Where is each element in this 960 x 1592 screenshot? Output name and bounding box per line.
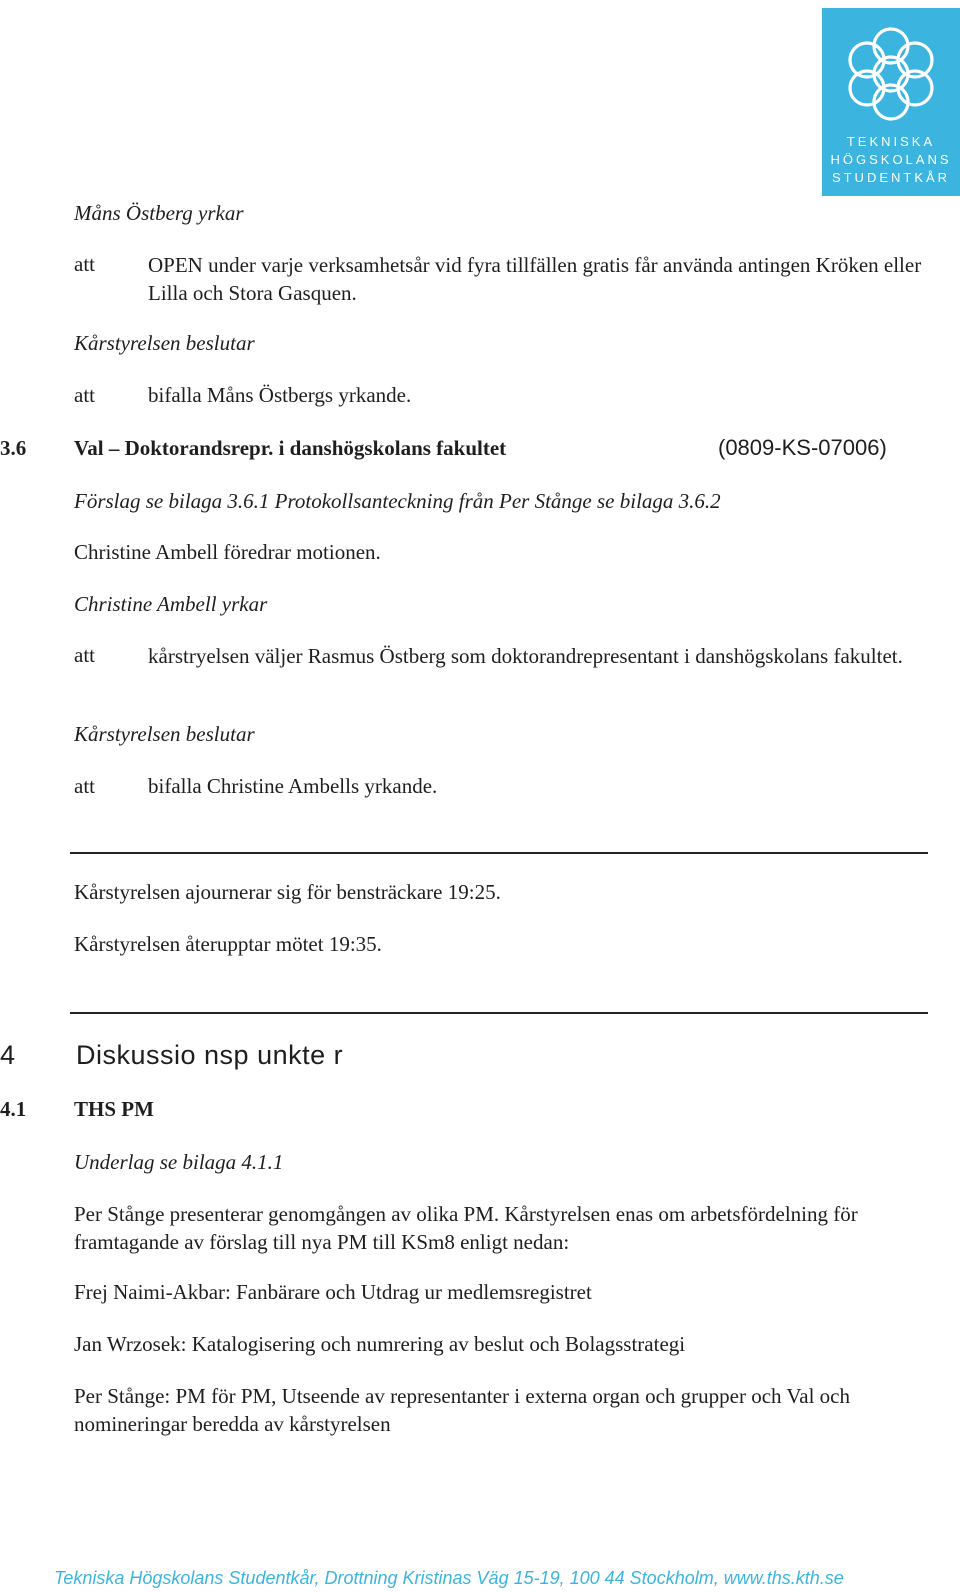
chapter-number: 4 (0, 1040, 16, 1070)
adjourn-note: Kårstyrelsen ajournerar sig för bensträckare 19:25. (74, 880, 501, 904)
att-label: att (74, 774, 95, 798)
ths-logo (822, 8, 960, 196)
assignment-item: Frej Naimi-Akbar: Fanbärare och Utdrag ur medlemsregistret (74, 1280, 592, 1304)
board-decides-label: Kårstyrelsen beslutar (74, 331, 255, 355)
assignment-item: Jan Wrzosek: Katalogisering och numrering av beslut och Bolagsstrategi (74, 1332, 686, 1356)
logo-text-line1: TEKNISKA (846, 134, 936, 149)
motion-text: OPEN under varje verksamhetsår vid fyra tillfällen gratis får använda antingen Kröken eller Lilla och Stora Gasquen. (148, 253, 922, 305)
intro-paragraph: Per Stånge presenterar genomgången av olika PM. Kårstyrelsen enas om arbetsfördelning för framtagande av förslag till nya PM till KSm8 enligt nedan: (74, 1202, 858, 1254)
att-label: att (74, 383, 95, 407)
section-number: 4.1 (0, 1097, 27, 1121)
logo-text-line3: STUDENTKÅR (831, 170, 951, 185)
motion-text: kårstryelsen väljer Rasmus Östberg som doktorandrepresentant i danshögskolans fakultet. (148, 644, 903, 668)
decision-text: bifalla Måns Östbergs yrkande. (148, 383, 412, 407)
proposal-reference: Förslag se bilaga 3.6.1 Protokollsanteckning från Per Stånge se bilaga 3.6.2 (74, 489, 721, 513)
att-label: att (74, 252, 95, 276)
logo-text-line2: HÖGSKOLANS (830, 152, 952, 167)
chapter-title: Diskussio nsp unkte r (76, 1040, 344, 1070)
board-decides-label: Kårstyrelsen beslutar (74, 722, 255, 746)
resume-note: Kårstyrelsen återupptar mötet 19:35. (74, 932, 382, 956)
section-title: THS PM (74, 1097, 154, 1121)
divider-line (70, 1012, 928, 1014)
speaker-line: Christine Ambell yrkar (74, 592, 268, 616)
section-title: Val – Doktorandsrepr. i danshögskolans fakultet (74, 436, 507, 460)
att-label: att (74, 643, 95, 667)
case-reference: (0809-KS-07006) (718, 435, 887, 460)
rings-logo-icon (832, 22, 950, 134)
page-footer: Tekniska Högskolans Studentkår, Drottning Kristinas Väg 15-19, 100 44 Stockholm, www.ths.kth.se (54, 1568, 844, 1588)
presentation-line: Christine Ambell föredrar motionen. (74, 540, 381, 564)
decision-text: bifalla Christine Ambells yrkande. (148, 774, 438, 798)
speaker-line: Måns Östberg yrkar (74, 201, 244, 225)
assignment-item: Per Stånge: PM för PM, Utseende av representanter i externa organ och grupper och Val och nomineringar beredda av kårstyrelsen (74, 1384, 850, 1436)
basis-reference: Underlag se bilaga 4.1.1 (74, 1150, 284, 1174)
divider-line (70, 852, 928, 854)
section-number: 3.6 (0, 436, 27, 460)
